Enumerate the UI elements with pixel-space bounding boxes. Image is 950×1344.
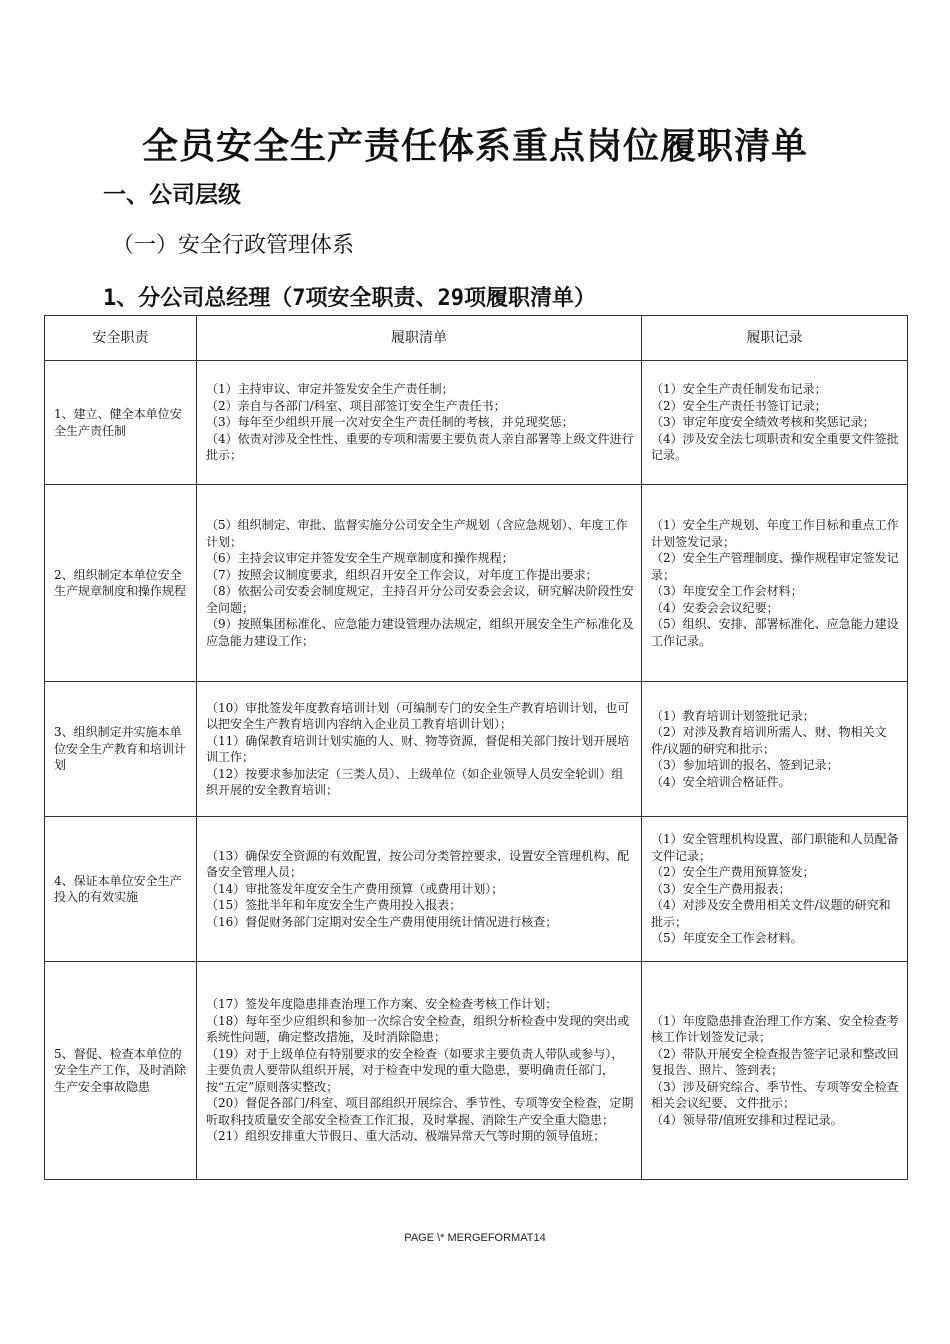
list-item: （14）审批签发年度安全生产费用预算（或费用计划）； — [206, 881, 504, 896]
duty-table — [44, 315, 908, 1180]
list-item: （4）依责对涉及全性性、重要的专项和需要主要负责人亲自部署等上级文件进行批示； — [206, 431, 634, 463]
document-title: 全员安全生产责任体系重点岗位履职清单 — [141, 126, 808, 167]
records-cell — [642, 817, 908, 962]
list-item: （20）督促各部门/科室、项目部组织开展综合、季节性、专项等安全检查，定期听取科技质量安全部安全检查工作汇报，及时掌握、消除生产安全重大隐患； — [206, 1096, 634, 1127]
duty-cell: 1、建立、健全本单位安全生产责任制 — [45, 361, 197, 485]
list-item: （16）督促财务部门定期对安全生产费用使用统计情况进行核查； — [206, 914, 558, 929]
list-item: （15）签批半年和年度安全生产费用投入报表； — [206, 898, 462, 913]
table-row — [45, 817, 908, 962]
records-cell — [642, 361, 908, 485]
list-item: （5）组织制定、审批、监督实施分公司安全生产规划（含应急规划）、年度工作计划； — [206, 518, 628, 549]
list-item: （17）签发年度隐患排查治理工作方案、安全检查考核工作计划； — [206, 997, 558, 1012]
duty-cell: 4、保证本单位安全生产投入的有效实施 — [45, 817, 197, 962]
record-item: （3）参加培训的报名、签到记录； — [651, 758, 839, 773]
list-item: （13）确保安全资源的有效配置，按公司分类管控要求，设置安全管理机构、配备安全管理人员； — [206, 848, 630, 880]
list-cell — [197, 962, 642, 1180]
record-item: （1）安全管理机构设置、部门职能和人员配备文件记录； — [651, 832, 899, 863]
record-item: （4）领导带/值班安排和过程记录。 — [651, 1112, 843, 1127]
record-item: （5）组织、安排、部署标准化、应急能力建设工作记录。 — [651, 617, 899, 648]
record-item: （3）涉及研究综合、季节性、专项等安全检查相关会议纪要、文件批示； — [651, 1079, 899, 1111]
record-item: （3）安全生产费用报表； — [651, 881, 791, 896]
record-item: （4）对涉及安全费用相关文件/议题的研究和批示； — [651, 898, 891, 929]
list-item: （10）审批签发年度教育培训计划（可编制专门的安全生产教育培训计划，也可以把安全生产教育培训内容纳入企业员工教育培训计划）； — [206, 700, 630, 731]
list-item: （21）组织安排重大节假日、重大活动、极端异常天气等时期的领导值班； — [206, 1129, 606, 1144]
record-item: （4）涉及安全法七项职责和安全重要文件签批记录。 — [651, 431, 899, 463]
list-item: （12）按要求参加法定（三类人员）、上级单位（如企业领导人员安全轮训）组织开展的安全教育培训； — [206, 766, 624, 797]
duty-cell: 3、组织制定并实施本单位安全生产教育和培训计划 — [45, 682, 197, 817]
record-item: （1）安全生产责任制发布记录； — [651, 382, 827, 397]
list-item: （7）按照会议制度要求，组织召开安全工作会议，对年度工作提出要求； — [206, 567, 598, 582]
list-item: （11）确保教育培训计划实施的人、财、物等资源，督促相关部门按计划开展培训工作； — [206, 733, 630, 764]
position-heading: 1、分公司总经理（7项安全职责、29项履职清单） — [103, 286, 596, 311]
section-heading: 一、公司层级 — [103, 182, 241, 208]
record-item: （3）审定年度安全绩效考核和奖惩记录； — [651, 415, 875, 430]
header-duty: 安全职责 — [45, 316, 197, 361]
subsection-heading: （一）安全行政管理体系 — [112, 233, 355, 258]
records-cell — [642, 682, 908, 817]
table-row — [45, 682, 908, 817]
record-item: （2）对涉及教育培训所需人、财、物相关文件/议题的研究和批示； — [651, 725, 887, 756]
record-item: （4）安委会会议纪要； — [651, 600, 779, 615]
record-item: （3）年度安全工作会材料； — [651, 584, 803, 598]
table-row — [45, 962, 908, 1180]
record-item: （2）安全生产管理制度、操作规程审定签发记录； — [651, 551, 899, 582]
list-item: （3）每年至少组织开展一次对安全生产责任制的考核，并兑现奖惩； — [206, 415, 574, 430]
list-item: （9）按照集团标准化、应急能力建设管理办法规定，组织开展安全生产标准化及应急能力建设工作； — [206, 617, 634, 648]
list-item: （8）依据公司安委会制度规定，主持召开分公司安委会会议，研究解决阶段性安全问题； — [206, 584, 634, 615]
list-cell — [197, 485, 642, 682]
record-item: （5）年度安全工作会材料。 — [651, 931, 803, 946]
record-item: （1）安全生产规划、年度工作目标和重点工作计划签发记录； — [651, 518, 899, 549]
record-item: （2）带队开展安全检查报告签字记录和整改回复报告、照片、签到表； — [651, 1046, 899, 1078]
list-cell — [197, 817, 642, 962]
record-item: （1）年度隐患排查治理工作方案、安全检查考核工作计划签发记录； — [651, 1013, 899, 1045]
list-item: （6）主持会议审定并签发安全生产规章制度和操作规程； — [206, 551, 514, 565]
list-item: （18）每年至少应组织和参加一次综合安全检查，组织分析检查中发现的突出或系统性问题，确定整改措施，及时消除隐患； — [206, 1013, 630, 1045]
list-cell — [197, 682, 642, 817]
record-item: （2）安全生产费用预算签发； — [651, 865, 815, 880]
page-footer: PAGE \* MERGEFORMAT14 — [404, 1232, 546, 1244]
records-cell — [642, 485, 908, 682]
records-cell — [642, 962, 908, 1180]
list-item: （19）对于上级单位有特别要求的安全检查（如要求主要负责人带队或参与），主要负责人要带队组织开展，对于检查中发现的重大隐患，要明确责任部门，按“五定”原则落实整改； — [206, 1046, 624, 1094]
header-list: 履职清单 — [197, 316, 642, 361]
record-item: （2）安全生产责任书签订记录； — [651, 398, 827, 413]
list-cell — [197, 361, 642, 485]
table-header-row — [45, 316, 908, 361]
table-row — [45, 361, 908, 485]
header-records: 履职记录 — [642, 316, 908, 361]
duty-cell: 2、组织制定本单位安全生产规章制度和操作规程 — [45, 485, 197, 682]
list-item: （1）主持审议、审定并签发安全生产责任制； — [206, 382, 454, 397]
record-item: （1）教育培训计划签批记录； — [651, 708, 815, 723]
record-item: （4）安全培训合格证件。 — [651, 774, 791, 789]
list-item: （2）亲自与各部门/科室、项目部签订安全生产责任书； — [206, 398, 506, 413]
table-row — [45, 485, 908, 682]
duty-cell: 5、督促、检查本单位的安全生产工作，及时消除生产安全事故隐患 — [45, 962, 197, 1180]
